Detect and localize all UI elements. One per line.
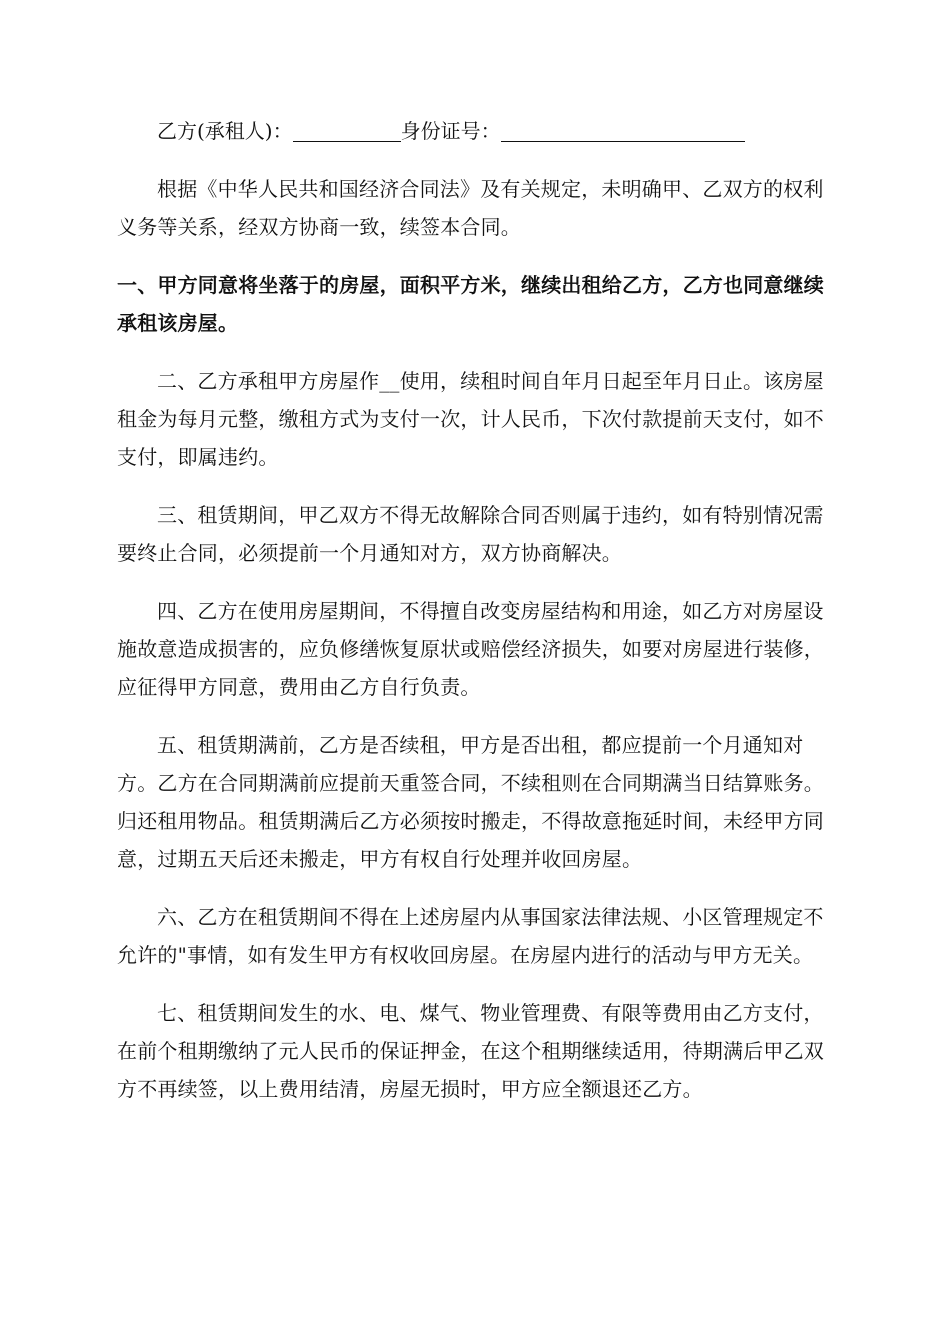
clause-1: 一、甲方同意将坐落于的房屋，面积平方米，继续出租给乙方，乙方也同意继续承租该房屋。: [117, 273, 824, 335]
clause-2: 二、乙方承租甲方房屋作__使用，续租时间自年月日起至年月日止。该房屋租金为每月元整，缴租方式为支付一次，计人民币，下次付款提前天支付，如不支付，即属违约。: [117, 369, 824, 469]
clause-5: 五、租赁期满前，乙方是否续租，甲方是否出租，都应提前一个月通知对方。乙方在合同期满前应提前天重签合同，不续租则在合同期满当日结算账务。归还租用物品。租赁期满后乙方必须按时搬走，不得故意拖延时间，未经甲方同意，过期五天后还未搬走，甲方有权自行处理并收回房屋。: [117, 733, 824, 871]
party-b-name-blank: [293, 119, 401, 142]
id-label: 身份证号：: [400, 119, 501, 143]
clause-7: 七、租赁期间发生的水、电、煤气、物业管理费、有限等费用由乙方支付，在前个租期缴纳了元人民币的保证押金，在这个租期继续适用，待期满后甲乙双方不再续签，以上费用结清，房屋无损时，甲方应全额退还乙方。: [117, 1001, 824, 1101]
clause-4: 四、乙方在使用房屋期间，不得擅自改变房屋结构和用途，如乙方对房屋设施故意造成损害的，应负修缮恢复原状或赔偿经济损失，如要对房屋进行装修，应征得甲方同意，费用由乙方自行负责。: [117, 599, 824, 699]
id-number-blank: [501, 119, 745, 142]
preamble-paragraph: 根据《中华人民共和国经济合同法》及有关规定，未明确甲、乙双方的权利义务等关系，经双方协商一致，续签本合同。: [117, 177, 824, 239]
clause-3: 三、租赁期间，甲乙双方不得无故解除合同否则属于违约，如有特别情况需要终止合同，必须提前一个月通知对方，双方协商解决。: [117, 503, 824, 565]
party-b-line: [117, 112, 833, 150]
clause-6: 六、乙方在租赁期间不得在上述房屋内从事国家法律法规、小区管理规定不允许的"事情，如有发生甲方有权收回房屋。在房屋内进行的活动与甲方无关。: [117, 905, 824, 967]
document-page: [117, 112, 833, 1128]
party-b-label: 乙方(承租人)：: [157, 119, 293, 143]
